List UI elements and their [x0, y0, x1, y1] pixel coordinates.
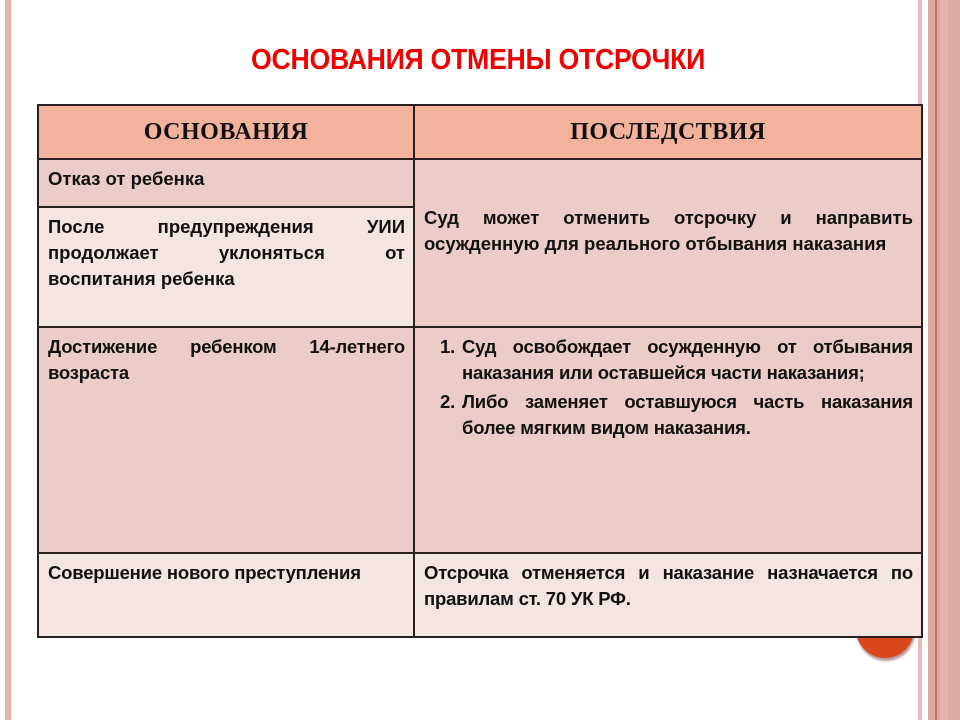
ground-cell	[38, 553, 414, 637]
ground-cell	[38, 207, 414, 327]
table-row	[38, 159, 922, 207]
consequence-list	[424, 334, 913, 441]
ground-cell: Отказ от ребенка	[38, 159, 414, 207]
consequence-list-item: 2. Либо заменяет оставшуюся часть наказания более мягким видом наказания.	[460, 389, 913, 441]
grounds-table	[37, 104, 923, 638]
table-header-row	[38, 105, 922, 159]
header-grounds: ОСНОВАНИЯ	[38, 105, 414, 159]
consequence-cell	[414, 553, 922, 637]
consequence-list-item: 1. Суд освобождает осужденную от отбывания наказания или оставшейся части наказания;	[460, 334, 913, 386]
ground-text: После предупреждения УИИ продолжает уклоняться от воспитания ребенка	[48, 216, 405, 289]
ground-text: Достижение ребенком 14-летнего возраста	[48, 336, 405, 383]
right-decor-band	[928, 0, 960, 720]
consequence-text: Суд может отменить отсрочку и направить осужденную для реального отбывания наказания	[424, 207, 913, 254]
ground-text: Совершение нового преступления	[48, 562, 361, 583]
consequence-cell	[414, 327, 922, 553]
table-row	[38, 553, 922, 637]
left-decor-stripe	[5, 0, 11, 720]
header-consequences: ПОСЛЕДСТВИЯ	[414, 105, 922, 159]
consequence-text: Отсрочка отменяется и наказание назначается по правилам ст. 70 УК РФ.	[424, 562, 913, 609]
slide-title: ОСНОВАНИЯ ОТМЕНЫ ОТСРОЧКИ	[251, 44, 705, 76]
table-row	[38, 327, 922, 553]
consequence-cell	[414, 159, 922, 327]
right-decor-line	[935, 0, 937, 720]
right-decor-shade	[940, 0, 948, 720]
ground-cell	[38, 327, 414, 553]
